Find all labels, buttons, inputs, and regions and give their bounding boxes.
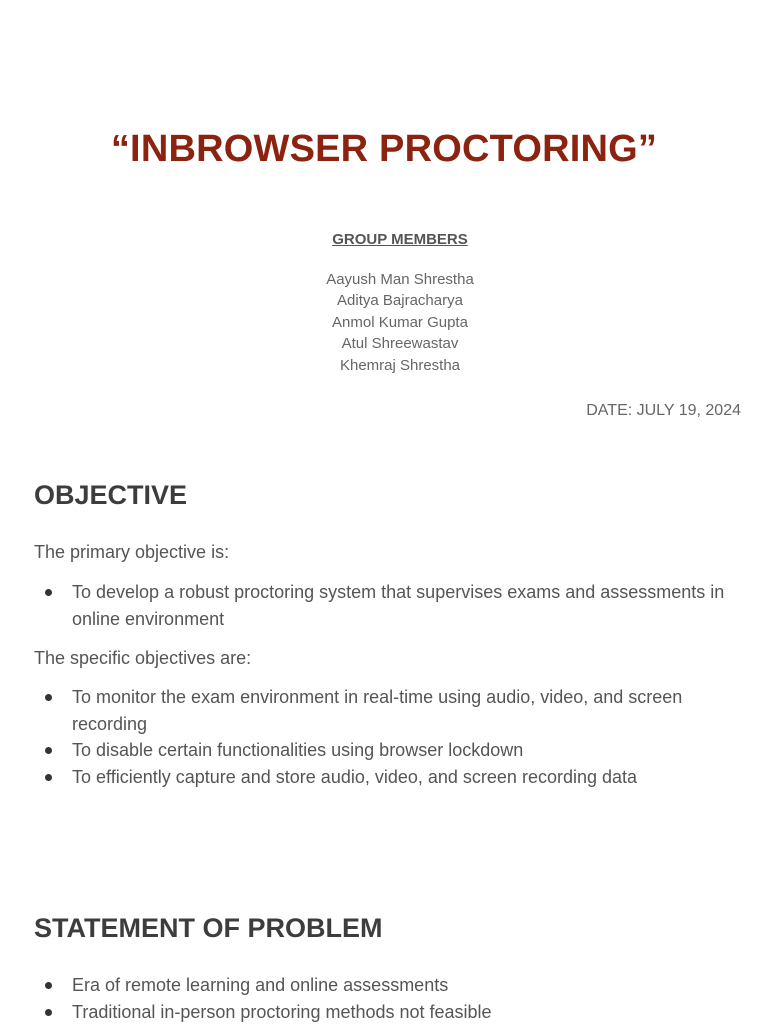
list-item: Era of remote learning and online assessments <box>34 972 734 999</box>
objective-heading: OBJECTIVE <box>34 480 187 511</box>
member-name: Khemraj Shrestha <box>0 355 768 377</box>
list-item: To develop a robust proctoring system that supervises exams and assessments in online environment <box>34 579 734 632</box>
member-name: Aayush Man Shrestha <box>0 269 768 291</box>
list-item: To monitor the exam environment in real-time using audio, video, and screen recording <box>34 684 734 737</box>
document-date: DATE: JULY 19, 2024 <box>586 402 741 420</box>
group-members-heading: GROUP MEMBERS <box>0 229 768 251</box>
problem-statement-list <box>34 972 734 1025</box>
member-name: Aditya Bajracharya <box>0 290 768 312</box>
primary-objective-intro: The primary objective is: <box>34 542 229 563</box>
document-title: “INBROWSER PROCTORING” <box>0 128 768 171</box>
primary-objective-list <box>34 579 734 632</box>
member-name: Anmol Kumar Gupta <box>0 312 768 334</box>
list-item: To disable certain functionalities using browser lockdown <box>34 737 734 764</box>
list-item: To efficiently capture and store audio, video, and screen recording data <box>34 764 734 791</box>
specific-objectives-list <box>34 684 734 790</box>
member-name: Atul Shreewastav <box>0 333 768 355</box>
problem-statement-heading: STATEMENT OF PROBLEM <box>34 913 382 944</box>
list-item: Traditional in-person proctoring methods not feasible <box>34 999 734 1025</box>
group-members-block <box>0 229 768 376</box>
specific-objectives-intro: The specific objectives are: <box>34 648 251 669</box>
